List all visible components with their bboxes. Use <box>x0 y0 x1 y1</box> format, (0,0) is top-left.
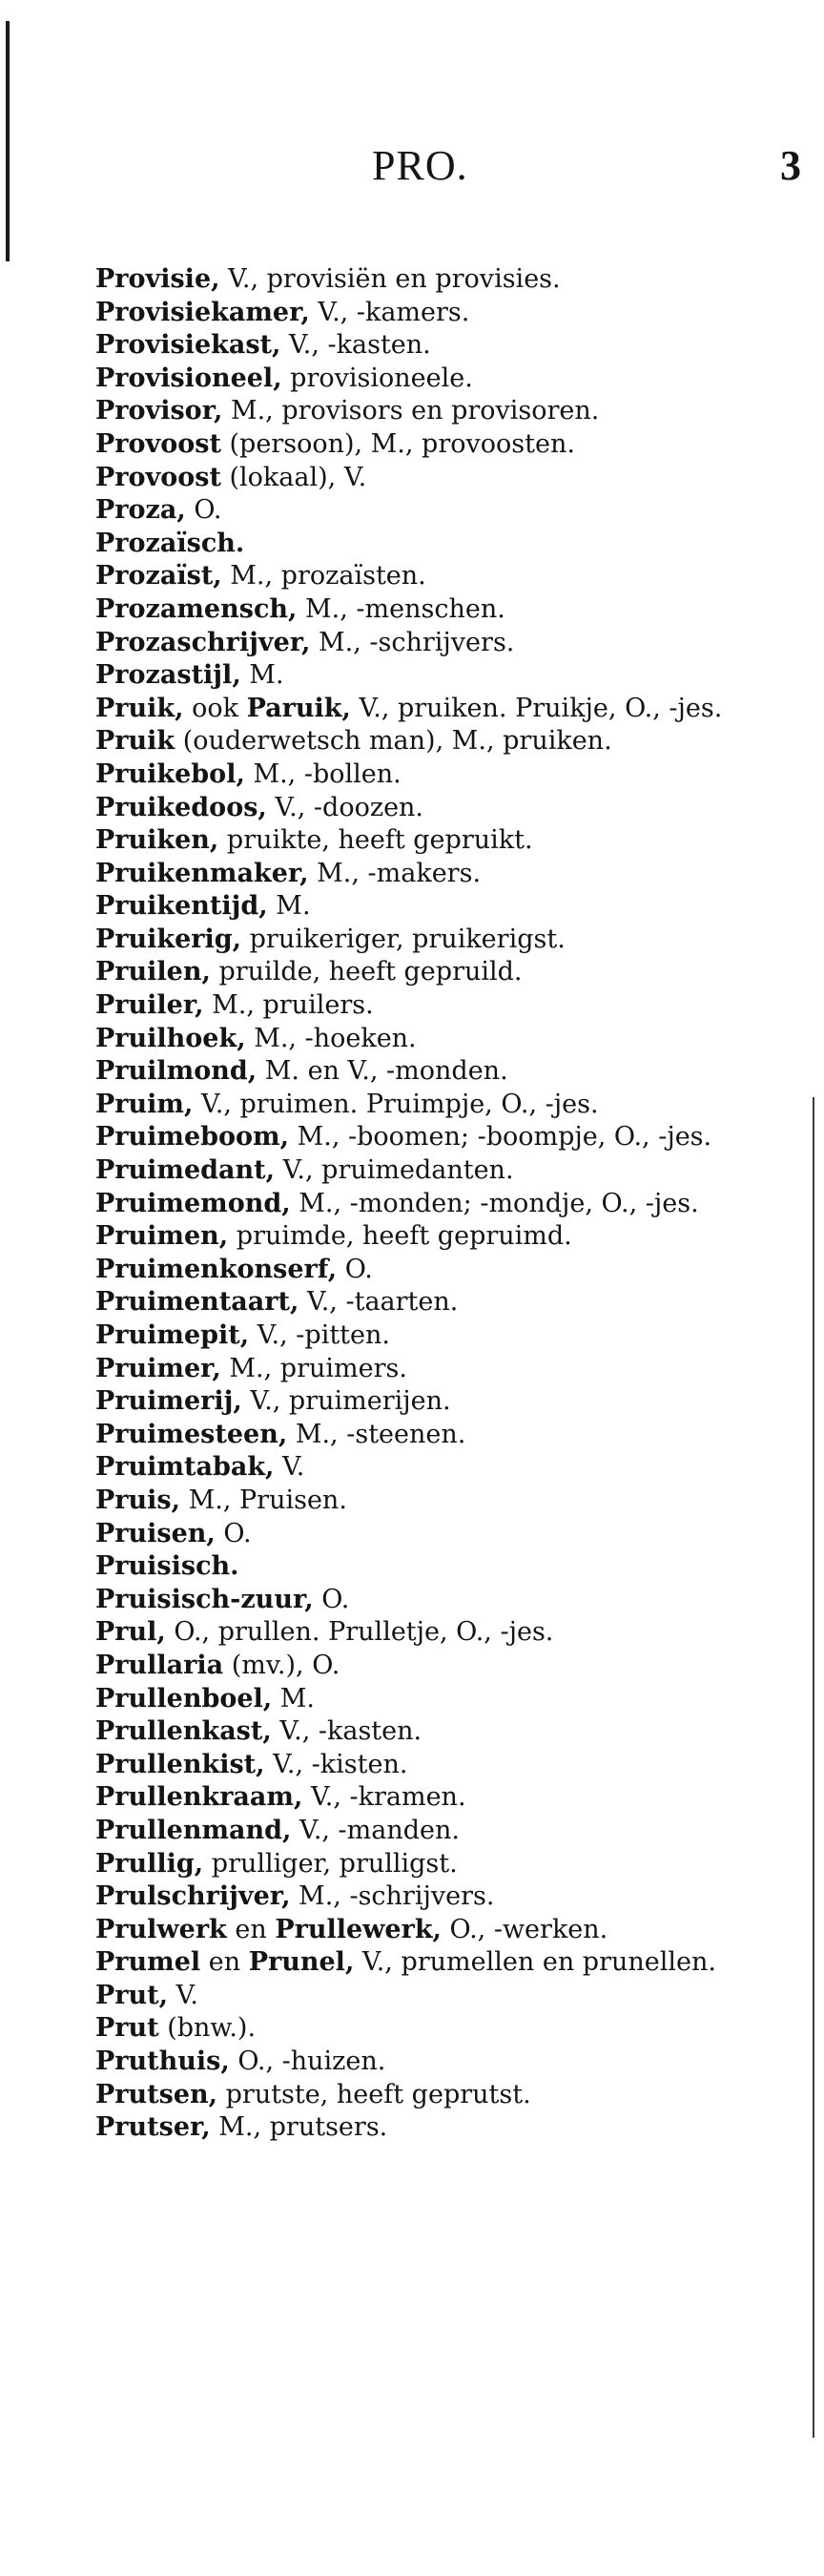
entry-headword: Pruisisch. <box>95 1551 239 1582</box>
entry-text: V., -kasten. <box>280 330 431 361</box>
entry-text: (lokaal), V. <box>220 462 367 492</box>
entry-headword: Prunel, <box>248 1947 355 1978</box>
entry-headword: Pruimentaart, <box>95 1287 299 1318</box>
entry-text: M., pruilers. <box>203 990 374 1021</box>
dictionary-entry <box>95 627 792 660</box>
dictionary-entry <box>95 1584 792 1617</box>
dictionary-entry <box>95 924 792 957</box>
entry-headword: Pruimemond, <box>95 1188 291 1218</box>
entry-text: M., -boomen; -boompje, O., -jes. <box>289 1122 712 1153</box>
entry-text: O. <box>185 495 222 526</box>
entry-text: (ouderwetsch man), M., pruiken. <box>175 726 612 757</box>
dictionary-entry <box>95 792 792 825</box>
entry-headword: Prullenkast, <box>95 1716 272 1747</box>
entry-headword: Pruik, <box>95 693 184 723</box>
entry-text: V., -doozen. <box>266 792 424 822</box>
entry-text: M., -schrijvers. <box>310 627 515 657</box>
dictionary-entry <box>95 890 792 924</box>
dictionary-entry <box>95 693 792 726</box>
dictionary-entry <box>95 1023 792 1056</box>
entry-text: V., pruiken. Pruikje, O., -jes. <box>350 693 723 723</box>
entry-headword: Pruikerig, <box>95 924 242 954</box>
entry-headword: Pruimerij, <box>95 1386 242 1417</box>
dictionary-entry <box>95 1055 792 1089</box>
entry-headword: Prullenkraam, <box>95 1782 303 1813</box>
entry-text: V., provisiën en provisies. <box>219 264 561 294</box>
dictionary-entry <box>95 1385 792 1419</box>
dictionary-entry <box>95 1451 792 1485</box>
entry-text: V. <box>168 1980 198 2010</box>
dictionary-entry <box>95 395 792 428</box>
entry-headword: Pruimeboom, <box>95 1122 290 1153</box>
entry-headword: Paruik, <box>246 693 351 723</box>
dictionary-entry <box>95 1188 792 1221</box>
entry-headword: Pruimedant, <box>95 1155 276 1186</box>
entry-text: M., prutsers. <box>210 2112 388 2143</box>
entry-headword: Pruthuis, <box>95 2046 230 2077</box>
entry-headword: Prozaïsch. <box>95 528 245 558</box>
entry-text: O., prullen. Prulletje, O., -jes. <box>165 1617 554 1648</box>
entry-text: M., -steenen. <box>287 1419 466 1449</box>
entry-text: M., provisors en provisoren. <box>222 396 600 426</box>
entry-text: M. <box>272 1683 316 1714</box>
entry-text: en <box>200 1947 249 1978</box>
entry-text: O., -werken. <box>441 1914 608 1944</box>
entry-headword: Pruikentijd, <box>95 891 268 922</box>
entry-text: M. en V., -monden. <box>257 1056 508 1087</box>
dictionary-entry <box>95 2046 792 2079</box>
dictionary-entry <box>95 1353 792 1386</box>
dictionary-entry <box>95 1485 792 1518</box>
dictionary-entry <box>95 1286 792 1319</box>
entry-headword: Prumel <box>95 1947 201 1978</box>
entry-text: V., pruimen. Pruimpje, O., -jes. <box>193 1089 599 1119</box>
dictionary-entry <box>95 1980 792 2013</box>
entry-text: V., pruimerijen. <box>241 1386 451 1417</box>
entry-headword: Prullig, <box>95 1848 204 1879</box>
entry-text: M., -menschen. <box>297 593 505 624</box>
entry-text: prulliger, prulligst. <box>203 1848 458 1879</box>
dictionary-entry <box>95 1616 792 1650</box>
entry-headword: Prulschrijver, <box>95 1881 291 1912</box>
entry-text: pruimde, heeft gepruimd. <box>228 1221 572 1252</box>
entry-text: (bnw.). <box>158 2013 257 2044</box>
entry-text: V., prumellen en prunellen. <box>354 1947 716 1978</box>
dictionary-entry <box>95 1254 792 1287</box>
entry-headword: Prullenmand, <box>95 1815 292 1845</box>
entry-headword: Prullenkist, <box>95 1749 265 1779</box>
entry-text: pruikeriger, pruikerigst. <box>241 924 566 954</box>
dictionary-entry <box>95 989 792 1023</box>
dictionary-entry <box>95 659 792 693</box>
entry-headword: Prulwerk <box>95 1914 227 1944</box>
dictionary-entry <box>95 1914 792 1947</box>
entry-headword: Proza, <box>95 495 186 526</box>
entry-text: pruikte, heeft gepruikt. <box>218 825 533 856</box>
entry-headword: Prozastijl, <box>95 660 241 691</box>
entry-headword: Pruisen, <box>95 1518 216 1548</box>
entry-headword: Pruikenmaker, <box>95 858 309 888</box>
entry-headword: Pruimesteen, <box>95 1419 288 1449</box>
dictionary-entry <box>95 1419 792 1452</box>
entry-headword: Prul, <box>95 1617 166 1648</box>
dictionary-entry <box>95 1089 792 1122</box>
dictionary-entry <box>95 1880 792 1914</box>
entry-headword: Prullenboel, <box>95 1683 273 1714</box>
entry-headword: Prozaïst, <box>95 561 222 592</box>
entry-headword: Provisioneel, <box>95 363 282 393</box>
entry-headword: Pruimenkonserf, <box>95 1254 338 1284</box>
dictionary-entry <box>95 1154 792 1188</box>
entry-text: M., pruimers. <box>220 1353 407 1383</box>
dictionary-entry <box>95 494 792 528</box>
entry-text: V., -manden. <box>291 1815 461 1845</box>
dictionary-entry <box>95 593 792 627</box>
entry-headword: Pruilmond, <box>95 1056 258 1087</box>
dictionary-entry <box>95 956 792 989</box>
entry-headword: Prullaria <box>95 1650 224 1680</box>
entry-headword: Pruis, <box>95 1485 181 1515</box>
entry-headword: Pruiken, <box>95 825 219 856</box>
entry-text: M., -hoeken. <box>245 1023 417 1053</box>
dictionary-entry <box>95 1518 792 1551</box>
entry-headword: Pruilhoek, <box>95 1023 246 1053</box>
entry-headword: Provisiekast, <box>95 330 281 361</box>
entry-headword: Prozamensch, <box>95 593 298 624</box>
entry-headword: Pruim, <box>95 1089 194 1119</box>
page-number: 3 <box>780 142 801 189</box>
dictionary-entry <box>95 1550 792 1584</box>
dictionary-entry <box>95 528 792 561</box>
entry-text: V., -kamers. <box>309 297 470 327</box>
dictionary-entry <box>95 2012 792 2046</box>
dictionary-entry <box>95 329 792 363</box>
entry-headword: Pruik <box>95 726 175 757</box>
entry-text: O. <box>337 1254 373 1284</box>
entry-text: en <box>226 1914 276 1944</box>
running-header <box>0 141 824 198</box>
entry-headword: Provisie, <box>95 264 220 294</box>
dictionary-entry <box>95 1749 792 1782</box>
dictionary-entry <box>95 1815 792 1848</box>
entry-text: M., prozaïsten. <box>221 561 426 592</box>
dictionary-entry <box>95 560 792 593</box>
entry-text: O., -huizen. <box>229 2046 386 2077</box>
entry-text: O. <box>215 1518 252 1548</box>
entry-headword: Pruikebol, <box>95 758 245 789</box>
dictionary-entry <box>95 858 792 891</box>
entry-text: V., -pitten. <box>249 1320 390 1350</box>
dictionary-entry <box>95 1848 792 1881</box>
entry-headword: Prullewerk, <box>275 1914 442 1944</box>
dictionary-entry <box>95 462 792 495</box>
dictionary-entry <box>95 1715 792 1749</box>
entry-text: M., -bollen. <box>244 758 402 789</box>
dictionary-entry <box>95 1946 792 1980</box>
entry-headword: Provisor, <box>95 396 223 426</box>
entry-text: (persoon), M., provoosten. <box>220 428 575 459</box>
entry-text: V., -taarten. <box>299 1287 459 1318</box>
dictionary-entry <box>95 1319 792 1353</box>
entry-headword: Provoost <box>95 462 221 492</box>
right-margin-rule <box>813 1097 814 2438</box>
dictionary-entry <box>95 1781 792 1815</box>
dictionary-entry <box>95 1683 792 1716</box>
entry-headword: Prutsen, <box>95 2079 218 2109</box>
entry-text: V., pruimedanten. <box>275 1155 514 1186</box>
entry-headword: Provoost <box>95 428 221 459</box>
entry-text: prutste, heeft geprutst. <box>217 2079 531 2109</box>
entry-text: provisioneele. <box>281 363 473 393</box>
entry-text: M., Pruisen. <box>180 1485 347 1515</box>
entry-headword: Provisiekamer, <box>95 297 310 327</box>
entry-text: M. <box>267 891 311 922</box>
running-head-title: PRO. <box>372 142 468 189</box>
dictionary-entries <box>95 263 792 2145</box>
entry-text: O. <box>313 1584 350 1614</box>
entry-text: M., -makers. <box>308 858 482 888</box>
entry-text: V., -kasten. <box>271 1716 422 1747</box>
entry-text: V. <box>274 1452 305 1483</box>
dictionary-entry <box>95 297 792 330</box>
dictionary-entry <box>95 1121 792 1154</box>
entry-headword: Pruimen, <box>95 1221 229 1252</box>
dictionary-entry <box>95 1650 792 1683</box>
entry-headword: Pruimtabak, <box>95 1452 275 1483</box>
entry-headword: Prozaschrijver, <box>95 627 311 657</box>
entry-text: M. <box>240 660 284 691</box>
entry-headword: Pruilen, <box>95 957 211 987</box>
entry-text: V., -kramen. <box>302 1782 466 1813</box>
dictionary-entry <box>95 824 792 858</box>
dictionary-entry <box>95 2079 792 2112</box>
dictionary-entry <box>95 263 792 297</box>
dictionary-entry <box>95 363 792 396</box>
entry-headword: Prut, <box>95 1980 169 2010</box>
entry-text: M., -schrijvers. <box>290 1881 495 1912</box>
dictionary-entry <box>95 1220 792 1254</box>
entry-headword: Prutser, <box>95 2112 211 2143</box>
dictionary-entry <box>95 725 792 758</box>
dictionary-entry <box>95 2111 792 2145</box>
entry-text: M., -monden; -mondje, O., -jes. <box>290 1188 699 1218</box>
entry-text: pruilde, heeft gepruild. <box>210 957 523 987</box>
entry-headword: Pruimer, <box>95 1353 221 1383</box>
dictionary-entry <box>95 758 792 792</box>
entry-headword: Pruisisch-zuur, <box>95 1584 314 1614</box>
entry-text: (mv.), O. <box>223 1650 340 1680</box>
entry-headword: Pruiler, <box>95 990 204 1021</box>
entry-headword: Pruimepit, <box>95 1320 250 1350</box>
entry-text: ook <box>183 693 247 723</box>
entry-headword: Pruikedoos, <box>95 792 267 822</box>
entry-headword: Prut <box>95 2013 159 2044</box>
entry-text: V., -kisten. <box>264 1749 408 1779</box>
dictionary-entry <box>95 428 792 462</box>
